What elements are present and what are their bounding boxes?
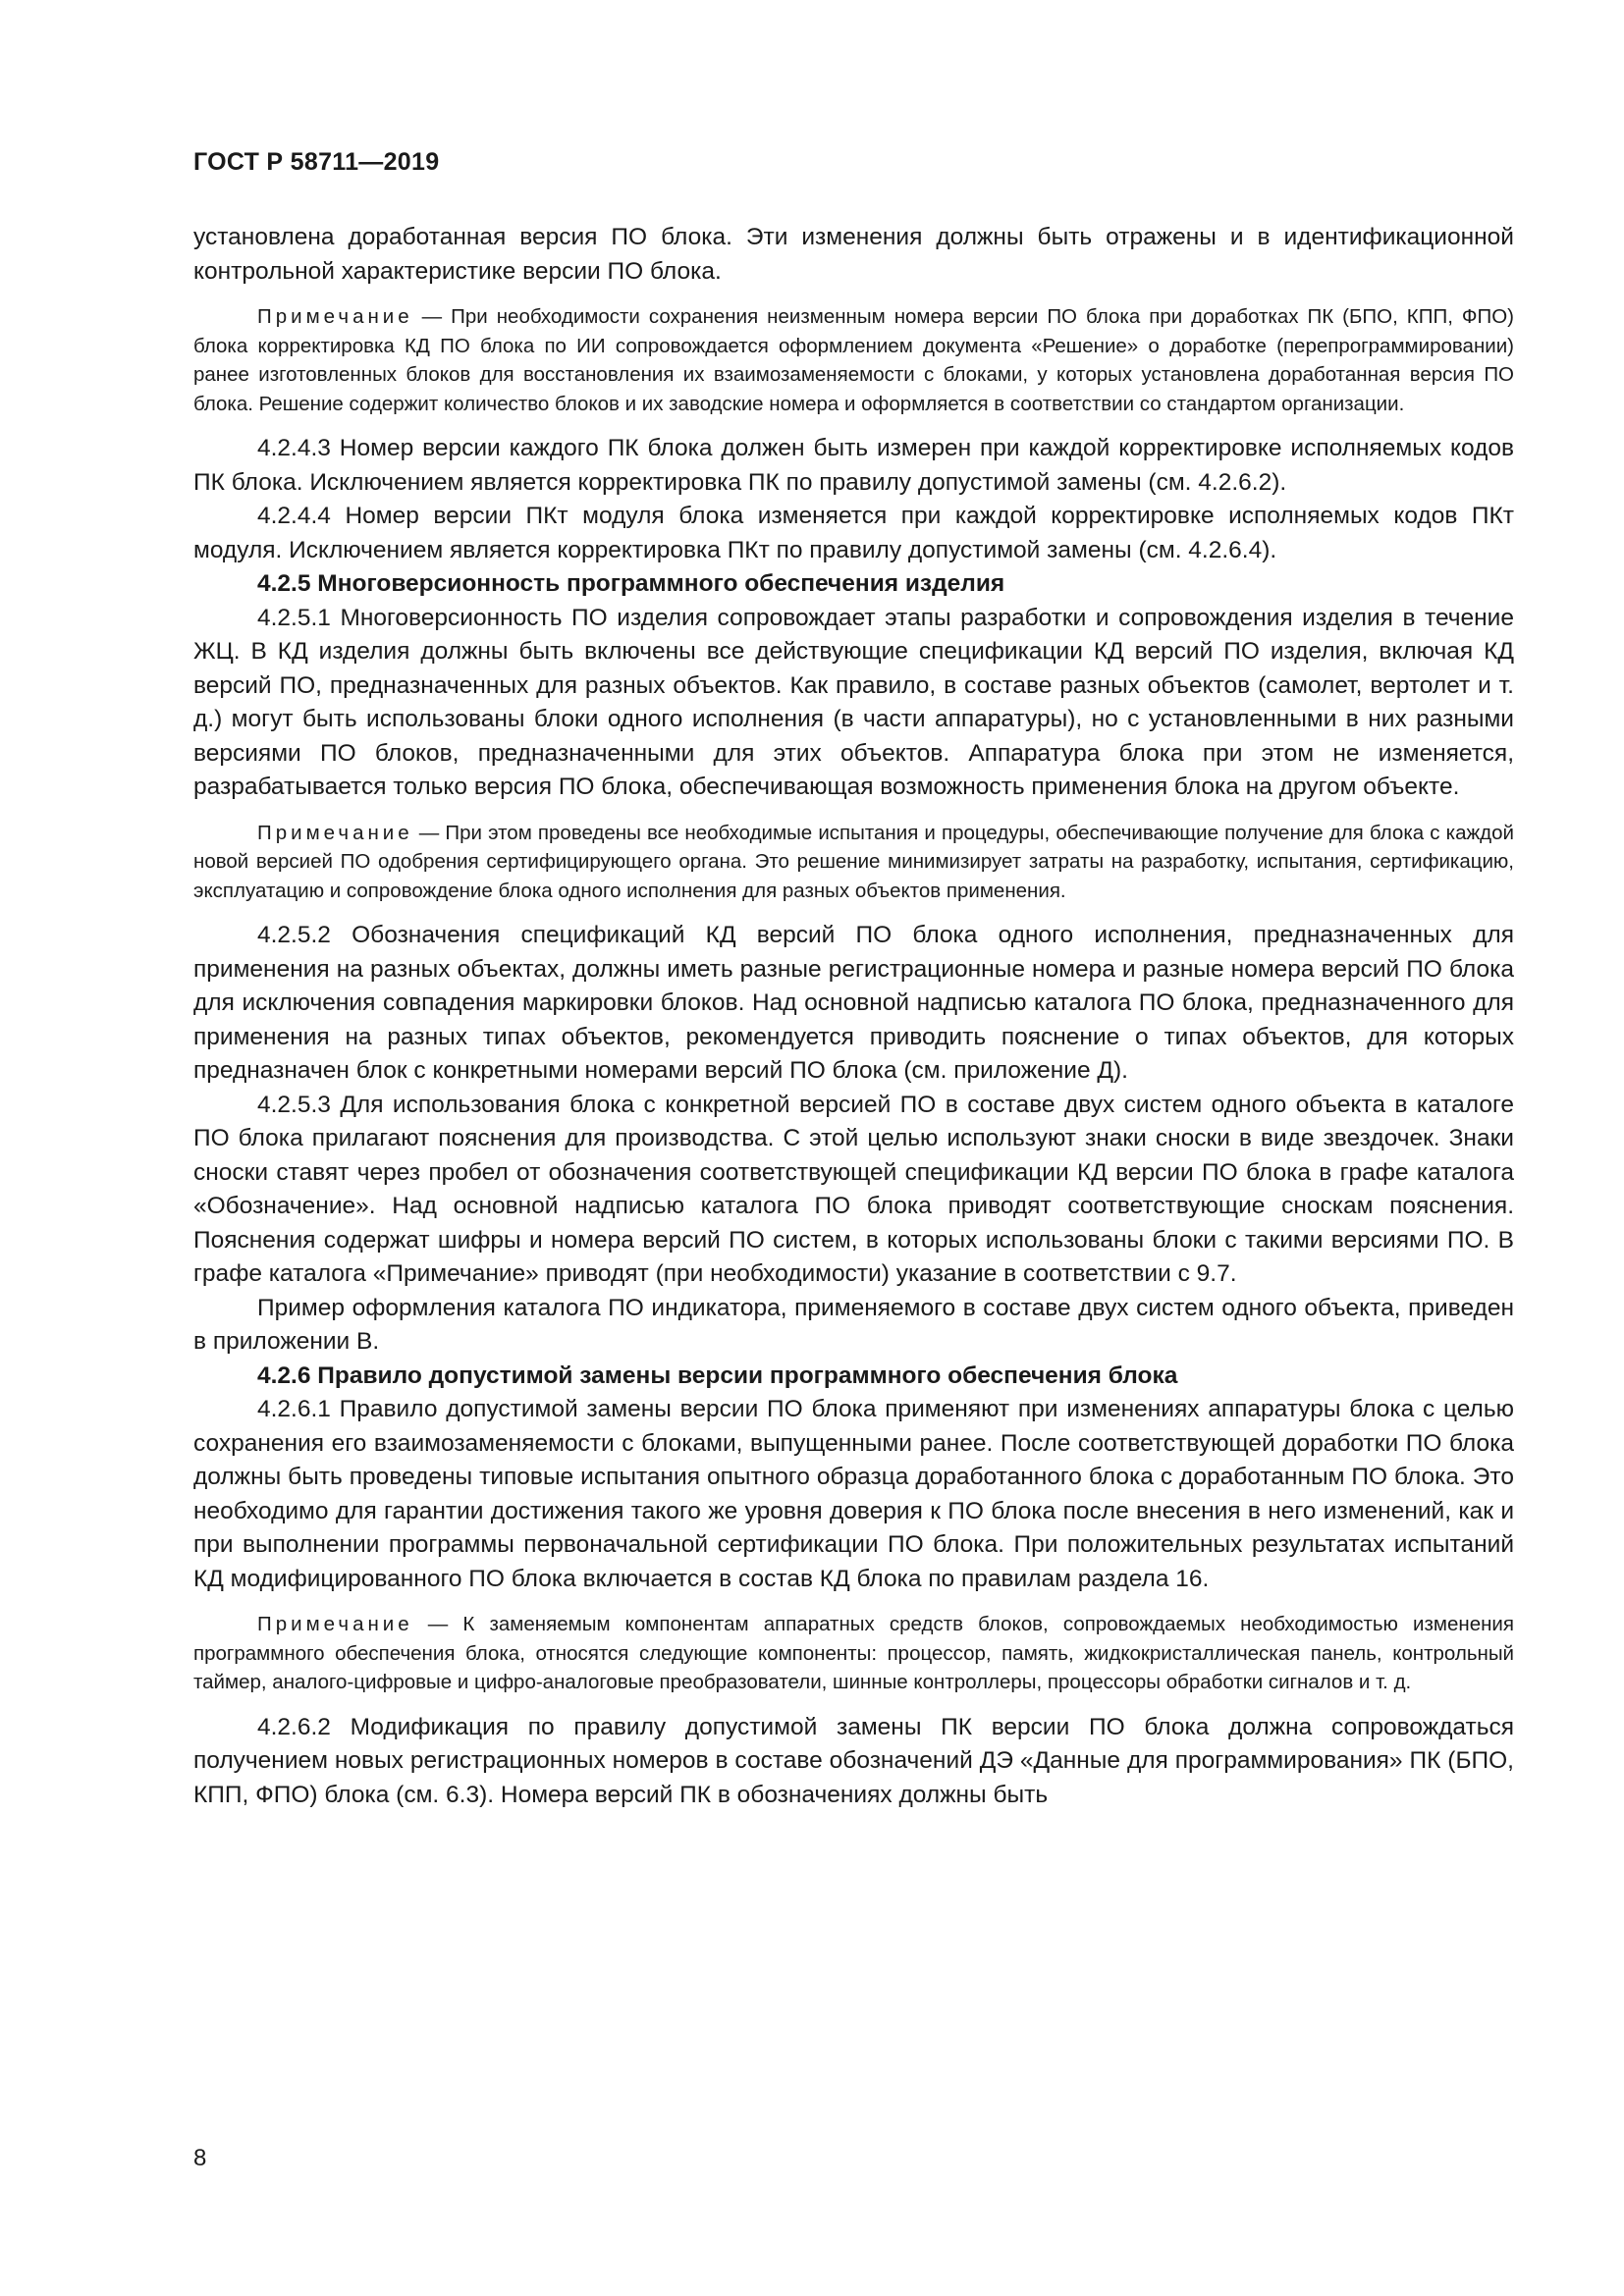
paragraph-4-2-4-4: 4.2.4.4 Номер версии ПКт модуля блока изменяется при каждой корректировке исполняемых кодов ПКт модуля. Исключением является корректировка ПКт по правилу допустимой замены (см. 4.2.6.4). bbox=[193, 503, 1514, 563]
paragraph-4-2-5-3: 4.2.5.3 Для использования блока с конкретной версией ПО в составе двух систем одного объекта в каталоге ПО блока прилагают пояснения для производства. С этой целью используют знаки сноски в виде звездочек. Знаки сноски ставят через пробел от обозначения соответствующей спецификации КД версии ПО блока в графе каталога «Обозначение». Над основной надписью каталога ПО блока приводят соответствующие сноскам пояснения. Пояснения содержат шифры и номера версий ПО систем, в которых использованы блоки с такими версиями ПО. В графе каталога «Примечание» приводят (при необходимости) указание в соответствии с 9.7. bbox=[193, 1091, 1514, 1287]
paragraph-continuation: установлена доработанная версия ПО блока. Эти изменения должны быть отражены и в идентификационной контрольной характеристике версии ПО блока. bbox=[193, 224, 1514, 285]
note-3 bbox=[193, 1610, 1514, 1697]
paragraph-4-2-6-2: 4.2.6.2 Модификация по правилу допустимой замены ПК версии ПО блока должна сопровождаться получением новых регистрационных номеров в составе обозначений ДЭ «Данные для программирования» ПК (БПО, КПП, ФПО) блока (см. 6.3). Номера версий ПК в обозначениях должны быть bbox=[193, 1713, 1514, 1808]
heading-4-2-5: 4.2.5 Многоверсионность программного обеспечения изделия bbox=[257, 570, 1005, 597]
note-text: — К заменяемым компонентам аппаратных средств блоков, сопровождаемых необходимостью изменения программного обеспечения блока, относятся следующие компоненты: процессор, память, жидкокристаллическая панель, контрольный таймер, аналого-цифровые и цифро-аналоговые преобразователи, шинные контроллеры, процессоры обработки сигналов и т. д. bbox=[193, 1613, 1514, 1693]
document-code-header: ГОСТ Р 58711—2019 bbox=[193, 148, 440, 176]
paragraph-4-2-6-1: 4.2.6.1 Правило допустимой замены версии ПО блока применяют при изменениях аппаратуры блока с целью сохранения его взаимозаменяемости с блоками, выпущенными ранее. После соответствующей доработки ПО блока должны быть проведены типовые испытания опытного образца доработанного блока с доработанным ПО блока. Это необходимо для гарантии достижения такого же уровня доверия к ПО блока после внесения в него изменений, как и при выполнении программы первоначальной сертификации ПО блока. При положительных результатах испытаний КД модифицированного ПО блока включается в состав КД блока по правилам раздела 16. bbox=[193, 1396, 1514, 1592]
paragraph-4-2-5-1: 4.2.5.1 Многоверсионность ПО изделия сопровождает этапы разработки и сопровождения изделия в течение ЖЦ. В КД изделия должны быть включены все действующие спецификации КД версий ПО изделия, включая КД версий ПО, предназначенных для разных объектов. Как правило, в составе разных объектов (самолет, вертолет и т. д.) могут быть использованы блоки одного исполнения (в части аппаратуры), но с установленными в них разными версиями ПО блоков, предназначенными для этих объектов. Аппаратура блока при этом не изменяется, разрабатывается только версия ПО блока, обеспечивающая возможность применения блока на другом объекте. bbox=[193, 604, 1514, 800]
note-label: Примечание bbox=[257, 305, 413, 328]
note-label: Примечание bbox=[257, 1613, 413, 1635]
heading-4-2-6: 4.2.6 Правило допустимой замены версии программного обеспечения блока bbox=[257, 1362, 1178, 1389]
note-2 bbox=[193, 819, 1514, 906]
paragraph-4-2-5-2: 4.2.5.2 Обозначения спецификаций КД версий ПО блока одного исполнения, предназначенных для применения на разных объектах, должны иметь разные регистрационные номера и разные номера версий ПО блока для исключения совпадения маркировки блоков. Над основной надписью каталога ПО блока, предназначенного для применения на разных типах объектов, рекомендуется приводить пояснение о типах объектов, для которых предназначен блок с конкретными номерами версий ПО блока (см. приложение Д). bbox=[193, 922, 1514, 1084]
page-content bbox=[193, 221, 1514, 1812]
note-label: Примечание bbox=[257, 821, 413, 844]
paragraph-4-2-4-3: 4.2.4.3 Номер версии каждого ПК блока должен быть измерен при каждой корректировке исполняемых кодов ПК блока. Исключением является корректировка ПК по правилу допустимой замены (см. 4.2.6.2). bbox=[193, 435, 1514, 496]
paragraph-example: Пример оформления каталога ПО индикатора, применяемого в составе двух систем одного объекта, приведен в приложении В. bbox=[193, 1294, 1514, 1355]
note-text: — При необходимости сохранения неизменным номера версии ПО блока при доработках ПК (БПО, КПП, ФПО) блока корректировка КД ПО блока по ИИ сопровождается оформлением документа «Решение» о доработке (перепрограммировании) ранее изготовленных блоков для восстановления их взаимозаменяемости с блоками, у которых установлена доработанная версия ПО блока. Решение содержит количество блоков и их заводские номера и оформляется в соответствии со стандартом организации. bbox=[193, 305, 1514, 415]
note-text: — При этом проведены все необходимые испытания и процедуры, обеспечивающие получение для блока с каждой новой версией ПО одобрения сертифицирующего органа. Это решение минимизирует затраты на разработку, испытания, сертификацию, эксплуатацию и сопровождение блока одного исполнения для разных объектов применения. bbox=[193, 821, 1514, 902]
note-1 bbox=[193, 302, 1514, 418]
page-number: 8 bbox=[193, 2145, 207, 2171]
